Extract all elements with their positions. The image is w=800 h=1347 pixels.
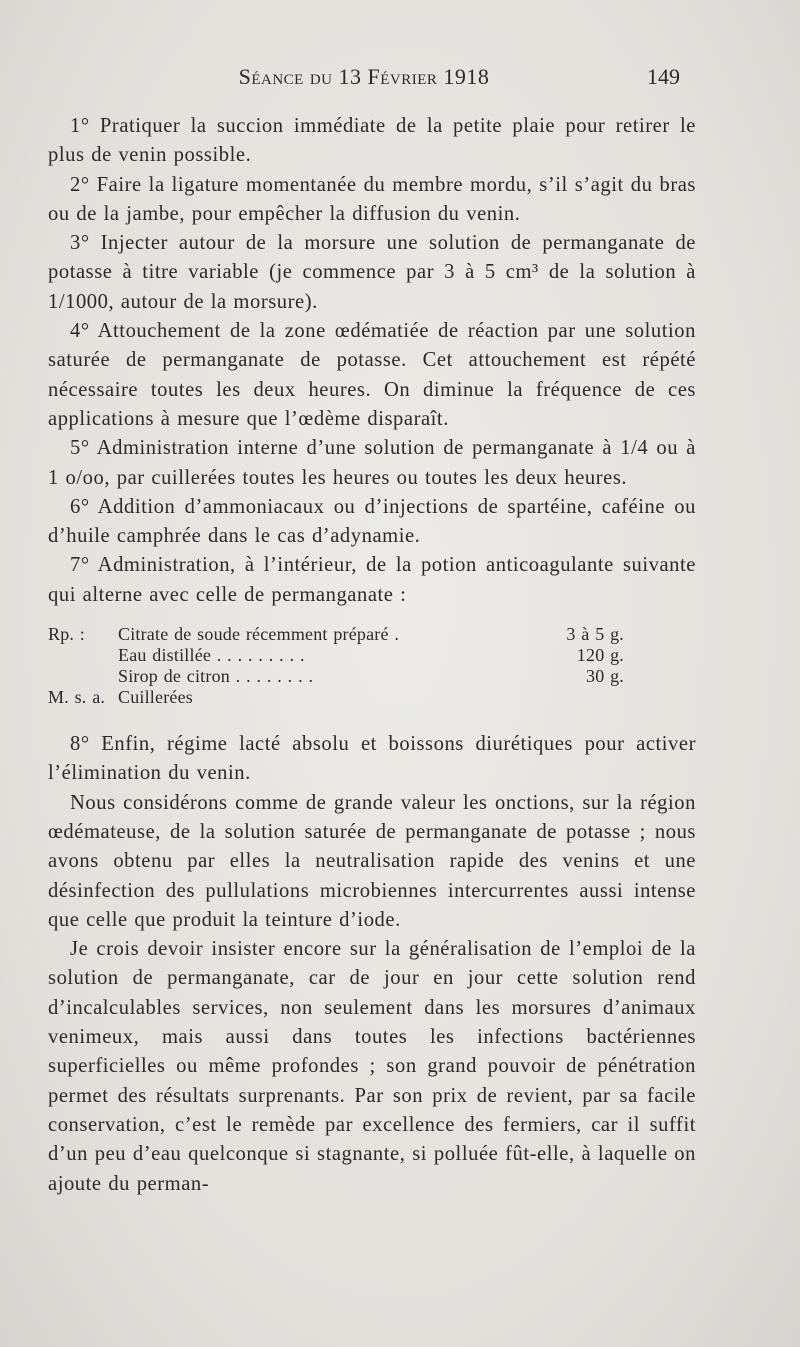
prescription-quantity: 30 g. (586, 666, 624, 687)
page-header (48, 64, 680, 94)
prescription-ingredient: Cuillerées (118, 687, 193, 708)
prescription-ingredient: Sirop de citron . . . . . . . . (118, 666, 314, 687)
prescription-quantity: 3 à 5 g. (566, 624, 624, 645)
prescription-ingredient: Eau distillée . . . . . . . . . (118, 645, 305, 666)
paragraph-7: 7° Administration, à l’intérieur, de la potion anticoagulante suivante qui alterne avec celle de permanganate : (48, 554, 696, 606)
prescription-quantity: 120 g. (576, 645, 624, 666)
prescription-line (48, 666, 696, 687)
prescription-prefix: Rp. : (48, 624, 86, 645)
prescription-ingredient: Citrate de soude récemment préparé . (118, 624, 400, 645)
paragraph-6: 6° Addition d’ammoniacaux ou d’injections de spartéine, caféine ou d’huile camphrée dans le cas d’adynamie. (48, 495, 696, 548)
prescription-prefix (48, 666, 118, 687)
paragraph-9: Nous considérons comme de grande valeur les onctions, sur la région œdémateuse, de la solution saturée de permanganate de potasse ; nous avons obtenu par elles la neutralisation rapide des venins et une désinfection des pullulations microbiennes intercurrentes aussi intense que celle que produit la teinture d’iode. (48, 791, 696, 931)
paragraph-4: 4° Attouchement de la zone œdématiée de réaction par une solution saturée de permanganate de potasse. Cet attouchement est répété nécessaire toutes les deux heures. On diminue la fréquence de ces applications à mesure que l’œdème disparaît. (48, 320, 696, 430)
prescription-prefix (48, 645, 118, 666)
running-head: Séance du 13 Février 1918 (238, 64, 490, 89)
prescription-line (48, 624, 696, 645)
paragraph-8: 8° Enfin, régime lacté absolu et boissons diurétiques pour activer l’élimination du venin. (48, 733, 696, 785)
prescription (48, 624, 696, 708)
prescription-line (48, 645, 696, 666)
paragraph-1: 1° Pratiquer la succion immédiate de la petite plaie pour retirer le plus de venin possible. (48, 115, 696, 167)
paragraph-2: 2° Faire la ligature momentanée du membre mordu, s’il s’agit du bras ou de la jambe, pour empêcher la diffusion du venin. (48, 173, 696, 225)
prescription-prefix: M. s. a. (48, 687, 106, 708)
body-text (48, 112, 696, 1199)
prescription-quantity (534, 687, 624, 708)
prescription-line (48, 687, 696, 708)
paragraph-3: 3° Injecter autour de la morsure une solution de permanganate de potasse à titre variable (je commence par 3 à 5 cm³ de la solution à 1/1000, autour de la morsure). (48, 232, 696, 313)
paragraph-10: Je crois devoir insister encore sur la généralisation de l’emploi de la solution de permanganate, car de jour en jour cette solution rend d’incalculables services, non seulement dans les morsures d’animaux venimeux, mais aussi dans toutes les infections bactériennes superficielles ou même profondes ; son grand pouvoir de pénétration permet des résultats surprenants. Par son prix de revient, par sa facile conservation, c’est le remède par excellence des fermiers, car il suffit d’un peu d’eau quelconque si stagnante, si polluée fût-elle, à laquelle on ajoute du perman- (48, 938, 696, 1195)
page-number: 149 (647, 64, 680, 89)
paragraph-5: 5° Administration interne d’une solution de permanganate à 1/4 ou à 1 o/oo, par cuillerées toutes les heures ou toutes les deux heures. (48, 437, 696, 489)
